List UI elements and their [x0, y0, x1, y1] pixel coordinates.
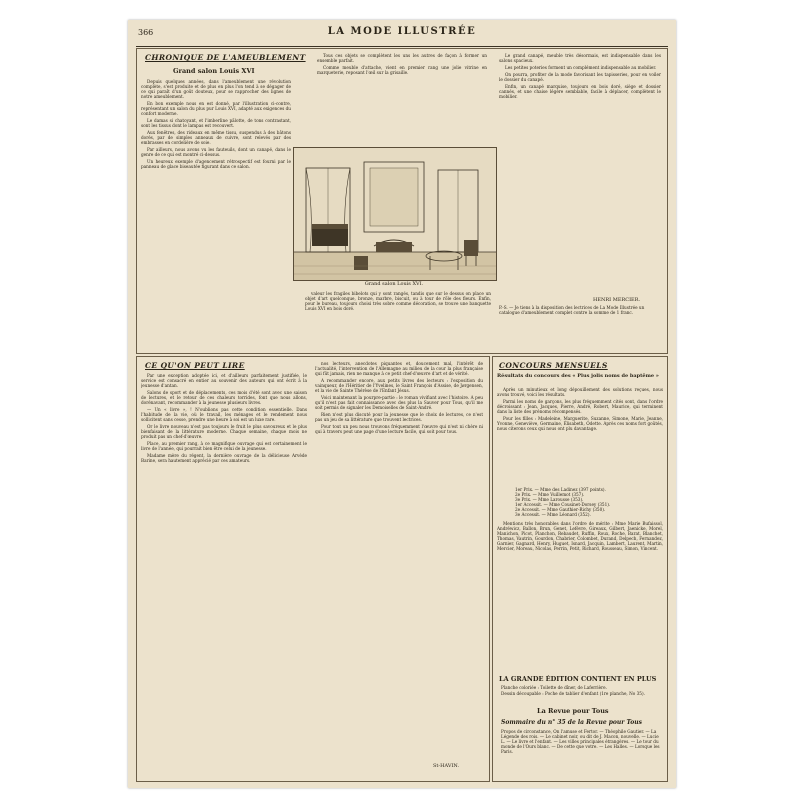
paragraph: En bon exemple nous en est donné, par l'illustration ci-contre, représentant un salon du plus pur Louis XVI, adapté aux exigences du confort moderne.	[141, 101, 291, 116]
chronique-subtitle: Grand salon Louis XVI	[173, 67, 255, 75]
lire-title: CE QU'ON PEUT LIRE	[145, 361, 245, 370]
edition-item: Planche coloriée : Toilette de dîner, de Laferrière.	[501, 685, 607, 690]
honorable-mentions	[497, 521, 663, 669]
revue-title: La Revue pour Tous	[537, 707, 609, 715]
paragraph: On pourra, profiter de la mode favorisant les tapisseries, pour en voiler le dossier du canapé.	[499, 72, 661, 82]
paragraph: valeur les fragiles bibelots qui y sont rangés, tandis que sur le dessus on place un objet d'art quelconque, bronze, marbre, biscuit, ou à tour de rôle des fleurs. Enfin, pour le bureau, toujours choisi très sobre comme décoration, se trouve une banquette Louis XVI en bois doré.	[305, 291, 491, 311]
prize-list	[515, 487, 610, 517]
concours-intro	[497, 387, 663, 483]
concours-section	[492, 356, 668, 782]
paragraph: Madame mère du régent, la dernière ouvrage de la délicieuse Arvède Barine, sera hautement apprécié par ces amateurs.	[141, 453, 307, 463]
magazine-page	[128, 20, 676, 788]
paragraph: Pour tout un peu nous trouvons fréquemment l'œuvre qui n'est ni chère ni qui à travers peut une page d'une lecture facile, qui soit pour tous.	[315, 424, 483, 434]
paragraph: Par une exception adoptée ici, et d'ailleurs parfaitement justifiée, le service est consacré en entier au souvenir des auteurs qui ont écrit à la jeunesse d'antan.	[141, 373, 307, 388]
paragraph: Rien n'est plus discuté pour la jeunesse que le choix de lectures, ce n'est pas un jeu de sa littérature que trouvent lectrices.	[315, 412, 483, 422]
paragraph: Or le livre nouveau n'est pas toujours le fruit le plus savoureux et le plus bienfaisant de la littérature moderne. Chaque semaine, chaque mois ne produit pas un chef-d'œuvre.	[141, 424, 307, 439]
chronique-column-2	[317, 53, 487, 143]
header-rule	[136, 46, 668, 47]
chronique-title: CHRONIQUE DE L'AMEUBLEMENT	[145, 53, 306, 62]
paragraph: Tous ces objets se complètent les uns les autres de façon à former un ensemble parfait.	[317, 53, 487, 63]
prize-item: 3e Accessit. — Mme Léonard (352).	[515, 512, 591, 517]
chronique-signature: HENRI MERCIER.	[593, 297, 641, 303]
paragraph: Parmi les noms de garçons, les plus fréquemment cités sont, dans l'ordre décroissant : Jean, Jacques, Pierre, André, Robert, Maurice, qui terminent dans la liste des prénoms récompensés.	[497, 399, 663, 414]
page-header	[128, 24, 676, 44]
paragraph: Pour les filles : Madeleine, Marguerite, Suzanne, Simone, Marie, Jeanne, Yvonne, Geneviève, Germaine, Élisabeth, Odette. Après ces noms fort goûtés, nous citerons ceux qui nous ont plu davantage.	[497, 416, 663, 431]
chronique-bottom-text	[305, 291, 491, 349]
lire-section	[136, 356, 490, 782]
revue-summary: Propos de circonstance, On l'amuse et Fertor. — Théophile Gautier. — La Légende des rois. — Le cabinet noir, ou dit de J. Macon, nouvelle. — Lucie L. — Le livre et l'enfant. — Les villes principales étrangères. — Le tour du monde de l'Ours blanc. — De cette que votre. — Les Halles. — Lorsque les Paris.	[501, 729, 660, 754]
paragraph: Le damas si chatoyant, et l'imberline pâlotte, de tons contrastant, sont les tissus dont le lampas est recouvert.	[141, 118, 291, 128]
concours-results-title: Résultats du concours des « Plus jolis noms de baptême »	[497, 373, 659, 379]
paragraph: Place, au premier rang, à ce magnifique ouvrage qui est certainement le livre de l'année, qui pourrait bien être celui de la jeunesse.	[141, 441, 307, 451]
chronique-ps: P.-S. — Je tiens à la disposition des lectrices de La Mode Illustrée un catalogue d'ameublement complet contre la somme de 1 franc.	[499, 305, 645, 315]
paragraph: Les petites poteries forment un complément indispensable au mobilier.	[505, 65, 657, 70]
prize-item: 1er Accessit. — Mme Cousinet-Dorsey (351).	[515, 502, 611, 507]
paragraph: — Un « livre », ! N'oublions pas cette condition essentielle. Dans l'habitude de la vie, où le travail, les ménages et le rendement nous sollicitent sans cesse, prendre une heure à soi est un luxe rare.	[141, 407, 307, 422]
paragraph: nos lecteurs, anecdotes piquantes et, doucement mal, l'intérêt de l'actualité, l'intervention de l'Allemagne au milieu de la cour la plus française qui fût jamais, rien ne manque à ce petit chef-d'œuvre d'art et de vérité.	[315, 361, 483, 376]
paragraph: Voici maintenant la pourpre-partie : le roman vivifiant avec l'histoire. A peu qu'il n'est pas fait connaissance avec des plus la Sauver pour Tous, qu'il me soit permis de signaler les Demoiselles de Saint-André.	[315, 395, 483, 410]
paragraph: Aux fenêtres, des rideaux en même tissu, suspendus à des bâtons dorés, par de simples anneaux de cuivre, sont relevés par des embrasses en cordelière de soie.	[141, 130, 291, 145]
paragraph: Comme meuble d'attache, vient en premier rang une jolie vitrine en marqueterie, reposant l'œil sur la grisaille.	[317, 65, 487, 75]
chronique-section	[136, 48, 668, 354]
lire-signature: St-HAVIN.	[433, 763, 460, 769]
salon-illustration	[293, 147, 497, 281]
prize-item: 3e Prix. — Mme Larousse (353).	[515, 497, 584, 502]
prize-item: 2e Accessit. — Mme Gauthier-Richy (350).	[515, 507, 606, 512]
paragraph: Le grand canapé, meuble très désormais, est indispensable dans les salons spacieux.	[499, 53, 661, 63]
salon-engraving	[294, 148, 496, 280]
journal-title: LA MODE ILLUSTRÉE	[327, 26, 477, 37]
paragraph: Depuis quelques années, dans l'ameublement une révolution complète, s'est produite et de plus en plus l'on tend à se dégager de ce qui paraît d'un goût douteux, pour se rapprocher des lignes de notre ameublement.	[141, 79, 291, 99]
lire-column-1	[141, 373, 307, 777]
figure-caption: Grand salon Louis XVI.	[364, 281, 424, 287]
paragraph: Mentions très honorables dans l'ordre de mérite : Mme Marie Bufaissol, Andréwicz, Ballon, Brun, Genet, Lefèvre, Gireaux, Gilbert, Jaenicke, Morel, Manichon, Picot, Planchon, Rebaudet, Ruffin, Roux, Roche, Barat, Blanchet, Thomas, Vautrin, Gourdon, Chabrier, Colombet, Durand, Delpech, Fernandez, Garnier, Gagnard, Henry, Huguet, Isnard, Jacquin, Lambert, Laurent, Martin, Mercier, Moreau, Nicolas, Perrin, Petit, Richard, Rousseau, Simon, Vincent.	[497, 521, 663, 551]
edition-title: LA GRANDE ÉDITION CONTIENT EN PLUS	[499, 675, 657, 683]
edition-item: Dessin découpable : Poche de tablier d'enfant (1re planche, No 35).	[501, 691, 645, 696]
paragraph: Enfin, un canapé marquise, toujours en bois doré, siège et dossier cannés, et une chaise légère semblable, facile à déplacer, complètent le mobilier.	[499, 84, 661, 99]
revue-summary-title: Sommaire du n° 35 de la Revue pour Tous	[501, 719, 643, 726]
prize-item: 2e Prix. — Mme Vuillemot (357).	[515, 492, 585, 497]
paragraph: Par ailleurs, nous avons vu les fauteuils, dont un canapé, dans le genre de ce qui est montré ci-dessus.	[141, 147, 291, 157]
paragraph: Un heureux exemple d'agencement rétrospectif est fourni par le panneau de glace biseautée figurant dans ce salon.	[141, 159, 291, 169]
chronique-column-1	[141, 79, 291, 347]
page-number: 366	[138, 28, 154, 37]
prize-item: 1er Prix. — Mme des Ladinez (397 points).	[515, 487, 606, 492]
lire-column-2	[315, 361, 483, 757]
paragraph: A recommander encore, aux petits livres des lecteurs : l'exposition du vainqueur, de l'Héritier de l'Yvelines, le Saint François d'Assise, de Jørgensen, et la vie de Sainte Thérèse de l'Enfant Jésus.	[315, 378, 483, 393]
paragraph: Salons de sport et de déplacements, ces mois d'été sont avec une saison de lectures, et le retour de ces chaleurs torrides, font que nous allons, dorénavant, recommander à la jeunesse plusieurs livres.	[141, 390, 307, 405]
concours-title: CONCOURS MENSUELS	[499, 361, 608, 370]
paragraph: Après un minutieux et long dépouillement des solutions reçues, nous avons trouvé, voici les résultats.	[497, 387, 663, 397]
